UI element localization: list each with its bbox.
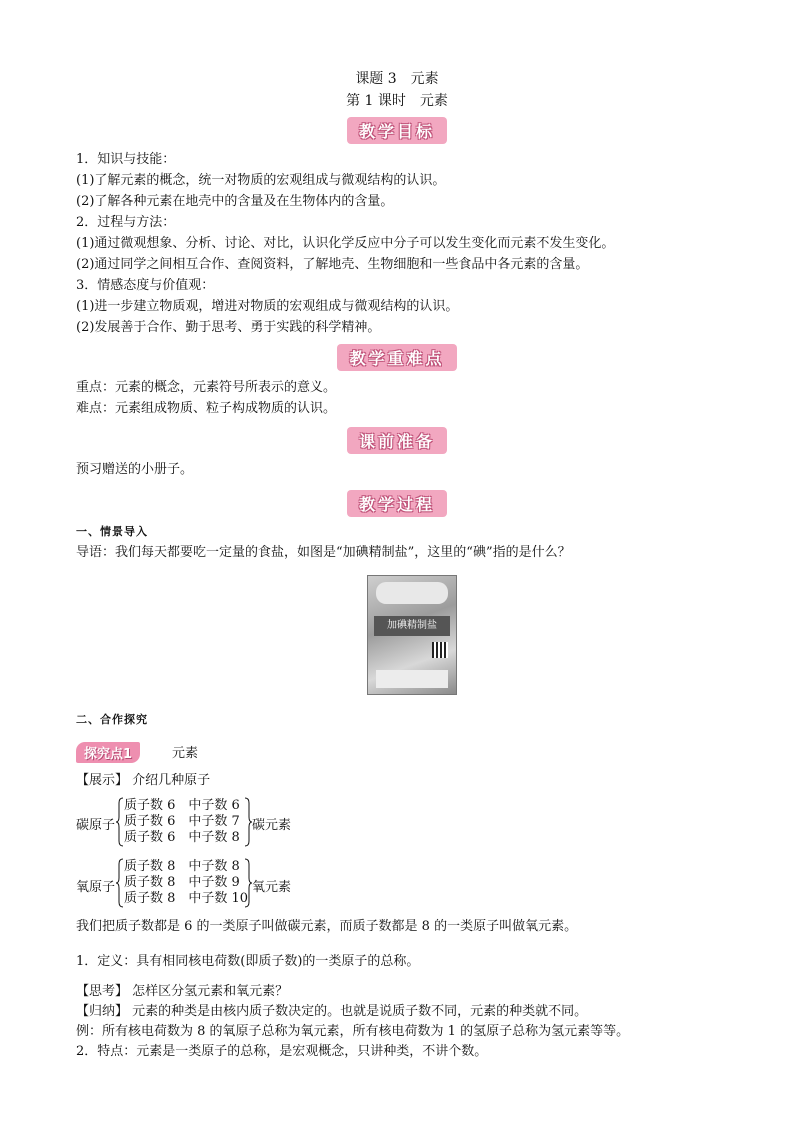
carbon-row: 质子数 6 中子数 6 — [124, 798, 240, 813]
right-brace-icon — [244, 858, 252, 908]
oxygen-row: 质子数 8 中子数 10 — [124, 891, 249, 906]
carbon-label: 碳原子 — [76, 818, 116, 833]
objective-line: 3．情感态度与价值观： — [76, 278, 215, 293]
inquiry-tag: 探究点1 — [76, 742, 140, 763]
carbon-atom-group — [76, 797, 336, 847]
think-line: 【思考】 怎样区分氢元素和氧元素？ — [76, 984, 289, 999]
qr-code-icon — [432, 642, 448, 658]
intro-text: 导语：我们每天都要吃一定量的食盐，如图是“加碘精制盐”，这里的“碘”指的是什么？ — [76, 545, 571, 560]
objective-line: (2)发展善于合作、勤于思考、勇于实践的科学精神。 — [76, 320, 381, 335]
feature-line: 2．特点：元素是一类原子的总称，是宏观概念，只讲种类，不讲个数。 — [76, 1044, 488, 1059]
left-brace-icon — [116, 797, 124, 847]
key-points-banner: 教学重难点 — [0, 344, 794, 371]
objective-line: (1)进一步建立物质观，增进对物质的宏观组成与微观结构的认识。 — [76, 299, 459, 314]
show-line: 【展示】 介绍几种原子 — [76, 773, 211, 788]
photo-label: 加碘精制盐 — [374, 616, 450, 636]
left-brace-icon — [116, 858, 124, 908]
summary-line: 【归纳】 元素的种类是由核内质子数决定的。也就是说质子数不同，元素的种类就不同。 — [76, 1004, 588, 1019]
process-banner: 教学过程 — [0, 490, 794, 517]
example-line: 例：所有核电荷数为 8 的氧原子总称为氧元素，所有核电荷数为 1 的氢原子总称为氢元素等等。 — [76, 1024, 630, 1039]
oxygen-row: 质子数 8 中子数 9 — [124, 875, 240, 890]
prep-text: 预习赠送的小册子。 — [76, 462, 194, 477]
objective-line: (1)了解元素的概念，统一对物质的宏观组成与微观结构的认识。 — [76, 173, 446, 188]
prep-banner: 课前准备 — [0, 427, 794, 454]
body-line: 我们把质子数都是 6 的一类原子叫做碳元素，而质子数都是 8 的一类原子叫做氧元素。 — [76, 919, 578, 934]
lesson-subtitle: 第 1 课时 元素 — [346, 93, 448, 109]
key-point-line: 难点：元素组成物质、粒子构成物质的认识。 — [76, 401, 337, 416]
inquiry-topic: 元素 — [172, 746, 199, 761]
carbon-row: 质子数 6 中子数 8 — [124, 830, 240, 845]
carbon-row: 质子数 6 中子数 7 — [124, 814, 240, 829]
lesson-title: 课题 3 元素 — [355, 71, 439, 87]
section-heading: 二、合作探究 — [76, 713, 148, 726]
objective-line: (1)通过微观想象、分析、讨论、对比，认识化学反应中分子可以发生变化而元素不发生变化。 — [76, 236, 615, 251]
definition-line: 1．定义：具有相同核电荷数(即质子数)的一类原子的总称。 — [76, 954, 420, 969]
oxygen-result: 氧元素 — [252, 880, 292, 895]
salt-package-image — [367, 575, 457, 695]
carbon-result: 碳元素 — [252, 818, 292, 833]
objective-line: 1．知识与技能： — [76, 152, 176, 167]
key-point-line: 重点：元素的概念，元素符号所表示的意义。 — [76, 380, 337, 395]
oxygen-label: 氧原子 — [76, 880, 116, 895]
oxygen-atom-group — [76, 858, 336, 908]
objective-line: (2)通过同学之间相互合作、查阅资料，了解地壳、生物细胞和一些食品中各元素的含量。 — [76, 257, 589, 272]
right-brace-icon — [244, 797, 252, 847]
objective-line: (2)了解各种元素在地壳中的含量及在生物体内的含量。 — [76, 194, 394, 209]
oxygen-row: 质子数 8 中子数 8 — [124, 859, 240, 874]
section-heading: 一、情景导入 — [76, 525, 148, 538]
objectives-banner: 教学目标 — [0, 117, 794, 144]
objective-line: 2．过程与方法： — [76, 215, 176, 230]
